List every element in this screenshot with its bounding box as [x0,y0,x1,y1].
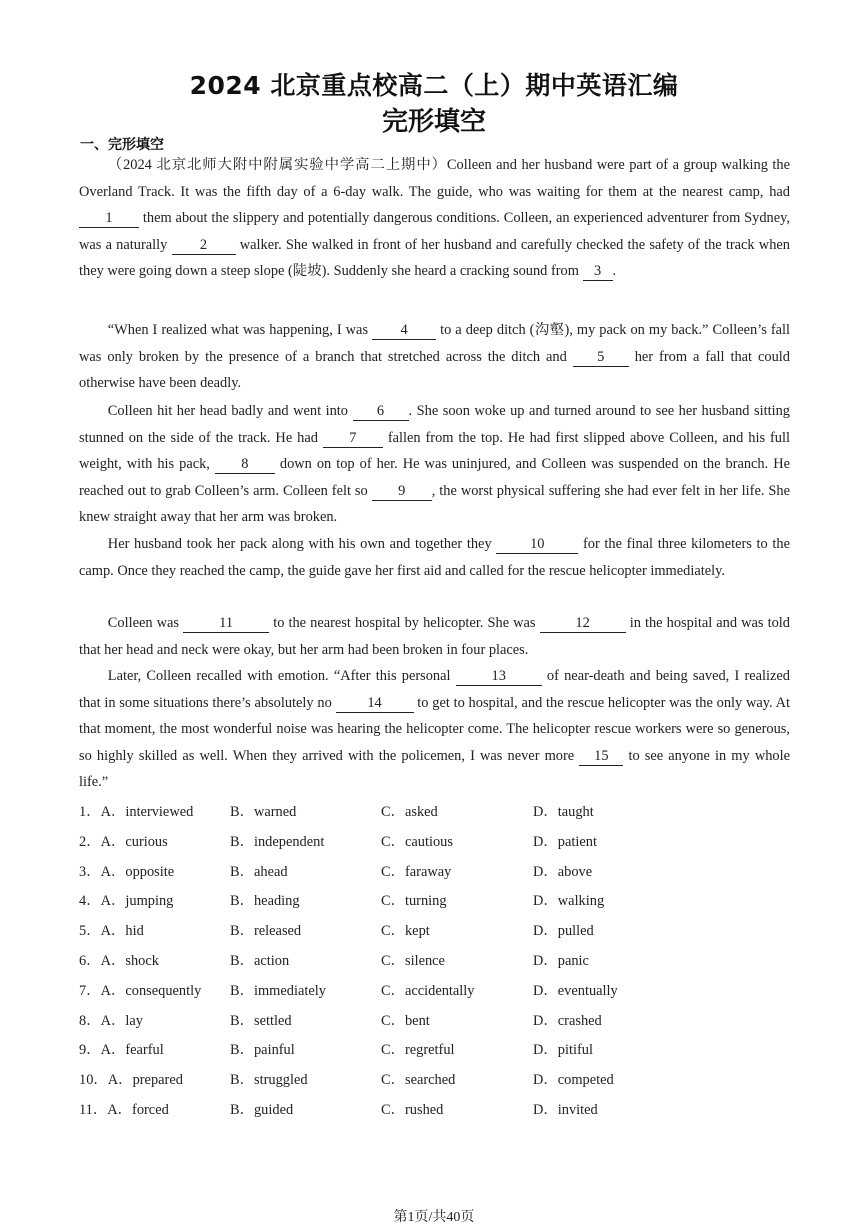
option-a: 8．A．lay [79,1012,143,1029]
blank-11: 11 [183,614,269,633]
document-title: 2024 北京重点校高二（上）期中英语汇编 [189,71,679,100]
option-a: 10．A．prepared [79,1072,183,1089]
passage-paragraph-6: Later, Colleen recalled with emotion. “After this personal 13 of near-death and being saved, I realized that in some situations there’s absolutely no 14 to get to hospital, and the rescue helicopter was the only way. At that moment, the most wonderful noise was hearing the helicopter come. The helicopter rescue workers were so generous, so highly skilled as well. When they arrived with the policemen, I was never more 15 to see anyone in my whole life.” [79,668,790,791]
option-row-10 [79,1064,790,1094]
passage-paragraph-1: （2024 北京北师大附中附属实验中学高二上期中）Colleen and her husband were part of a group walking the Overland Track. It was the fifth day of a 6-day walk. The guide, who was waiting for them at the nearest camp, had 1 them about the slippery and potentially dangerous conditions. Colleen, an experienced adventurer from Sydney, was a naturally 2 walker. She walked in front of her husband and carefully checked the safety of the track when they were going down a steep slope (陡坡). Suddenly she heard a cracking sound from 3 . [79,157,790,280]
blank-6: 6 [353,402,409,421]
option-b: B．painful [230,1042,295,1059]
option-c: C．rushed [381,1101,444,1118]
option-a: 3．A．opposite [79,863,175,880]
option-row-9 [79,1034,790,1064]
option-b: B．warned [230,804,297,820]
option-a: 7．A．consequently [79,982,202,999]
option-d: D．above [533,863,593,880]
option-c: C．bent [381,1012,430,1029]
blank-15: 15 [579,747,623,766]
option-row-8 [79,1005,790,1035]
blank-3: 3 [583,262,613,281]
blank-2: 2 [172,236,236,255]
option-c: C．accidentally [381,982,475,999]
option-d: D．pitiful [533,1042,593,1059]
option-c: C．cautious [381,833,453,850]
passage-paragraph-5: Colleen was 11 to the nearest hospital by helicopter. She was 12 in the hospital and was told that her head and neck were okay, but her arm had been broken in four places. [79,615,790,658]
option-d: D．patient [533,833,597,850]
option-a: 6．A．shock [79,952,159,969]
option-b: B．heading [230,893,300,910]
option-d: D．walking [533,893,605,910]
option-d: D．invited [533,1101,598,1118]
section-heading: 一、完形填空 [80,137,164,153]
option-row-6 [79,945,790,975]
passage-paragraph-4: Her husband took her pack along with his own and together they 10 for the final three kilometers to the camp. Once they reached the camp, the guide gave her first aid and called for the rescue helicopter immediately. [79,536,790,579]
option-row-3 [79,856,790,886]
option-c: C．searched [381,1072,456,1089]
option-row-4 [79,885,790,915]
blank-10: 10 [496,535,578,554]
option-b: B．immediately [230,982,326,999]
blank-5: 5 [573,348,629,367]
blank-12: 12 [540,614,626,633]
option-c: C．silence [381,952,445,969]
option-b: B．settled [230,1012,292,1029]
option-a: 11．A．forced [79,1101,169,1118]
page-footer: 第1页/共40页 [393,1210,475,1225]
option-d: D．competed [533,1072,614,1089]
option-b: B．released [230,923,302,940]
option-c: C．asked [381,804,438,820]
blank-7: 7 [323,429,383,448]
passage-paragraph-3: Colleen hit her head badly and went into 6 . She soon woke up and turned around to see her husband sitting stunned on the side of the track. He had 7 fallen from the top. He had first slipped above Colleen, and his full weight, with his pack, 8 down on top of her. He was uninjured, and Colleen was suspended on the branch. He reached out to grab Colleen’s arm. Colleen felt so 9 , the worst physical suffering she had ever felt in her life. She knew straight away that her arm was broken. [79,403,790,526]
option-a: 5．A．hid [79,923,144,940]
option-d: D．pulled [533,923,594,940]
passage-paragraph-2: “When I realized what was happening, I was 4 to a deep ditch (沟壑), my pack on my back.” Colleen’s fall was only broken by the presence of a branch that stretched across the ditch and 5 her from a fall that could otherwise have been deadly. [79,322,790,392]
blank-8: 8 [215,455,275,474]
option-a: 1．A．interviewed [79,804,194,820]
option-row-1 [79,796,790,826]
option-d: D．panic [533,952,589,969]
option-row-11 [79,1094,790,1124]
blank-9: 9 [372,482,432,501]
answer-options [79,796,790,1124]
option-d: D．taught [533,804,594,820]
blank-4: 4 [372,321,436,340]
option-d: D．eventually [533,982,618,999]
option-b: B．ahead [230,863,288,880]
option-row-5 [79,915,790,945]
option-c: C．faraway [381,863,452,880]
option-c: C．regretful [381,1042,455,1059]
option-row-7 [79,975,790,1005]
option-a: 2．A．curious [79,833,168,850]
document-subtitle: 完形填空 [381,107,486,137]
option-b: B．struggled [230,1072,308,1089]
blank-1: 1 [79,209,139,228]
option-b: B．guided [230,1101,294,1118]
option-d: D．crashed [533,1012,602,1029]
option-a: 9．A．fearful [79,1042,164,1059]
option-c: C．kept [381,923,430,940]
blank-14: 14 [336,694,414,713]
option-a: 4．A．jumping [79,893,174,910]
blank-13: 13 [456,667,542,686]
option-b: B．action [230,952,290,969]
option-b: B．independent [230,833,325,850]
option-c: C．turning [381,893,447,910]
option-row-2 [79,826,790,856]
